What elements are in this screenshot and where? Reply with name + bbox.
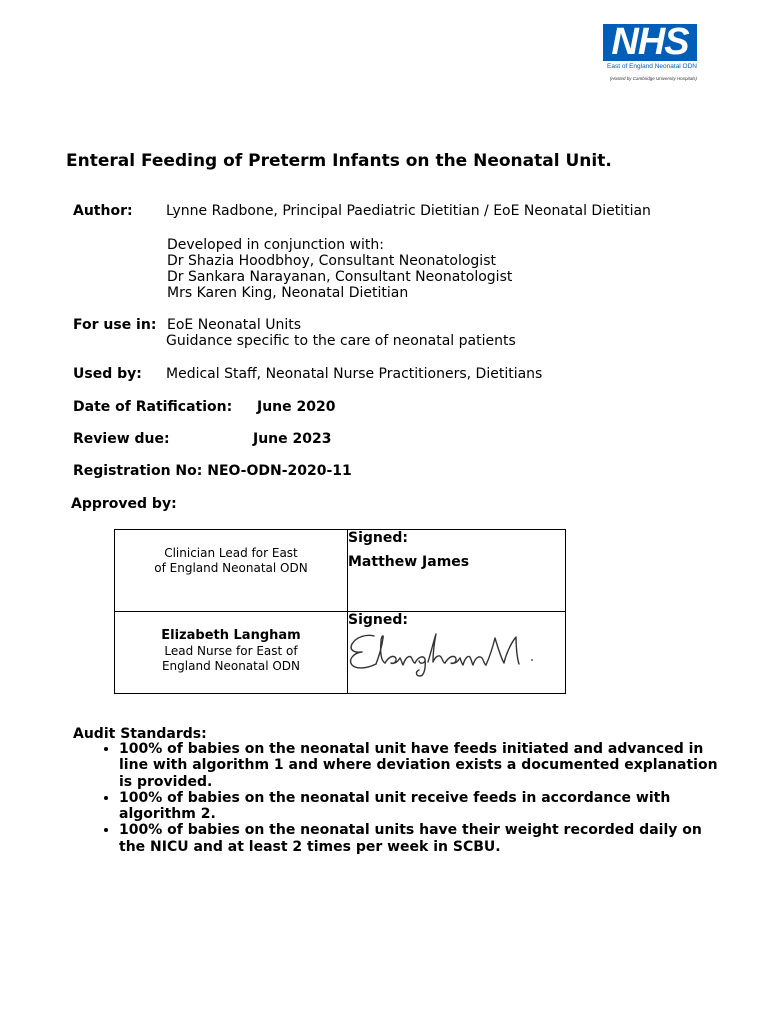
- approver-role-cell: [115, 530, 348, 612]
- ratification-label: Date of Ratification:: [73, 399, 233, 415]
- role-line: Clinician Lead for East: [164, 546, 298, 560]
- audit-item: • 100% of babies on the neonatal unit have feeds initiated and advanced in line with algorithm 1 and where deviation exists a documented explanation is provided.: [119, 741, 729, 790]
- role-line: of England Neonatal ODN: [154, 561, 308, 575]
- used-by-value: Medical Staff, Neonatal Nurse Practitioners, Dietitians: [166, 366, 543, 382]
- audit-item: • 100% of babies on the neonatal unit receive feeds in accordance with algorithm 2.: [119, 790, 729, 823]
- author-label: Author:: [73, 203, 133, 219]
- signature-cell: [348, 612, 566, 694]
- approval-row: [115, 612, 566, 694]
- nhs-logo: NHS: [603, 24, 697, 61]
- logo-hosted-note: (Hosted by Cambridge University Hospitals): [609, 76, 697, 81]
- signature-dot: [531, 659, 533, 661]
- audit-item: • 100% of babies on the neonatal units have their weight recorded daily on the NICU and at least 2 times per week in SCBU.: [119, 822, 729, 855]
- logo-org-name: East of England Neonatal ODN: [607, 63, 697, 70]
- handwritten-signature: [348, 628, 548, 678]
- approver-role-cell: [115, 612, 348, 694]
- approval-table: [114, 529, 566, 694]
- approval-row: [115, 530, 566, 612]
- contributor: Mrs Karen King, Neonatal Dietitian: [167, 285, 409, 301]
- registration-number: Registration No: NEO-ODN-2020-11: [73, 463, 352, 479]
- approved-by-label: Approved by:: [71, 496, 177, 512]
- for-use-label: For use in:: [73, 317, 157, 333]
- contributor: Dr Sankara Narayanan, Consultant Neonatologist: [167, 269, 513, 285]
- role-line: Lead Nurse for East of: [164, 644, 298, 658]
- role-line: England Neonatal ODN: [161, 659, 301, 673]
- ratification-date: June 2020: [257, 399, 336, 415]
- review-date: June 2023: [253, 431, 332, 447]
- conjunction-intro: Developed in conjunction with:: [167, 237, 384, 253]
- signed-label: Signed:: [348, 612, 408, 628]
- for-use-value: EoE Neonatal Units: [167, 317, 302, 333]
- for-use-note: Guidance specific to the care of neonatal patients: [166, 333, 516, 349]
- author-value: Lynne Radbone, Principal Paediatric Dietitian / EoE Neonatal Dietitian: [166, 203, 651, 219]
- review-label: Review due:: [73, 431, 170, 447]
- audit-list: [92, 741, 729, 855]
- signature-cell: [348, 530, 566, 612]
- used-by-label: Used by:: [73, 366, 142, 382]
- signed-label: Signed:: [348, 530, 408, 546]
- signer-name: Matthew James: [348, 554, 470, 570]
- document-title: Enteral Feeding of Preterm Infants on the Neonatal Unit.: [66, 151, 612, 171]
- approver-name: Elizabeth Langham: [161, 628, 301, 643]
- contributor: Dr Shazia Hoodbhoy, Consultant Neonatologist: [167, 253, 496, 269]
- audit-heading: Audit Standards:: [73, 726, 207, 742]
